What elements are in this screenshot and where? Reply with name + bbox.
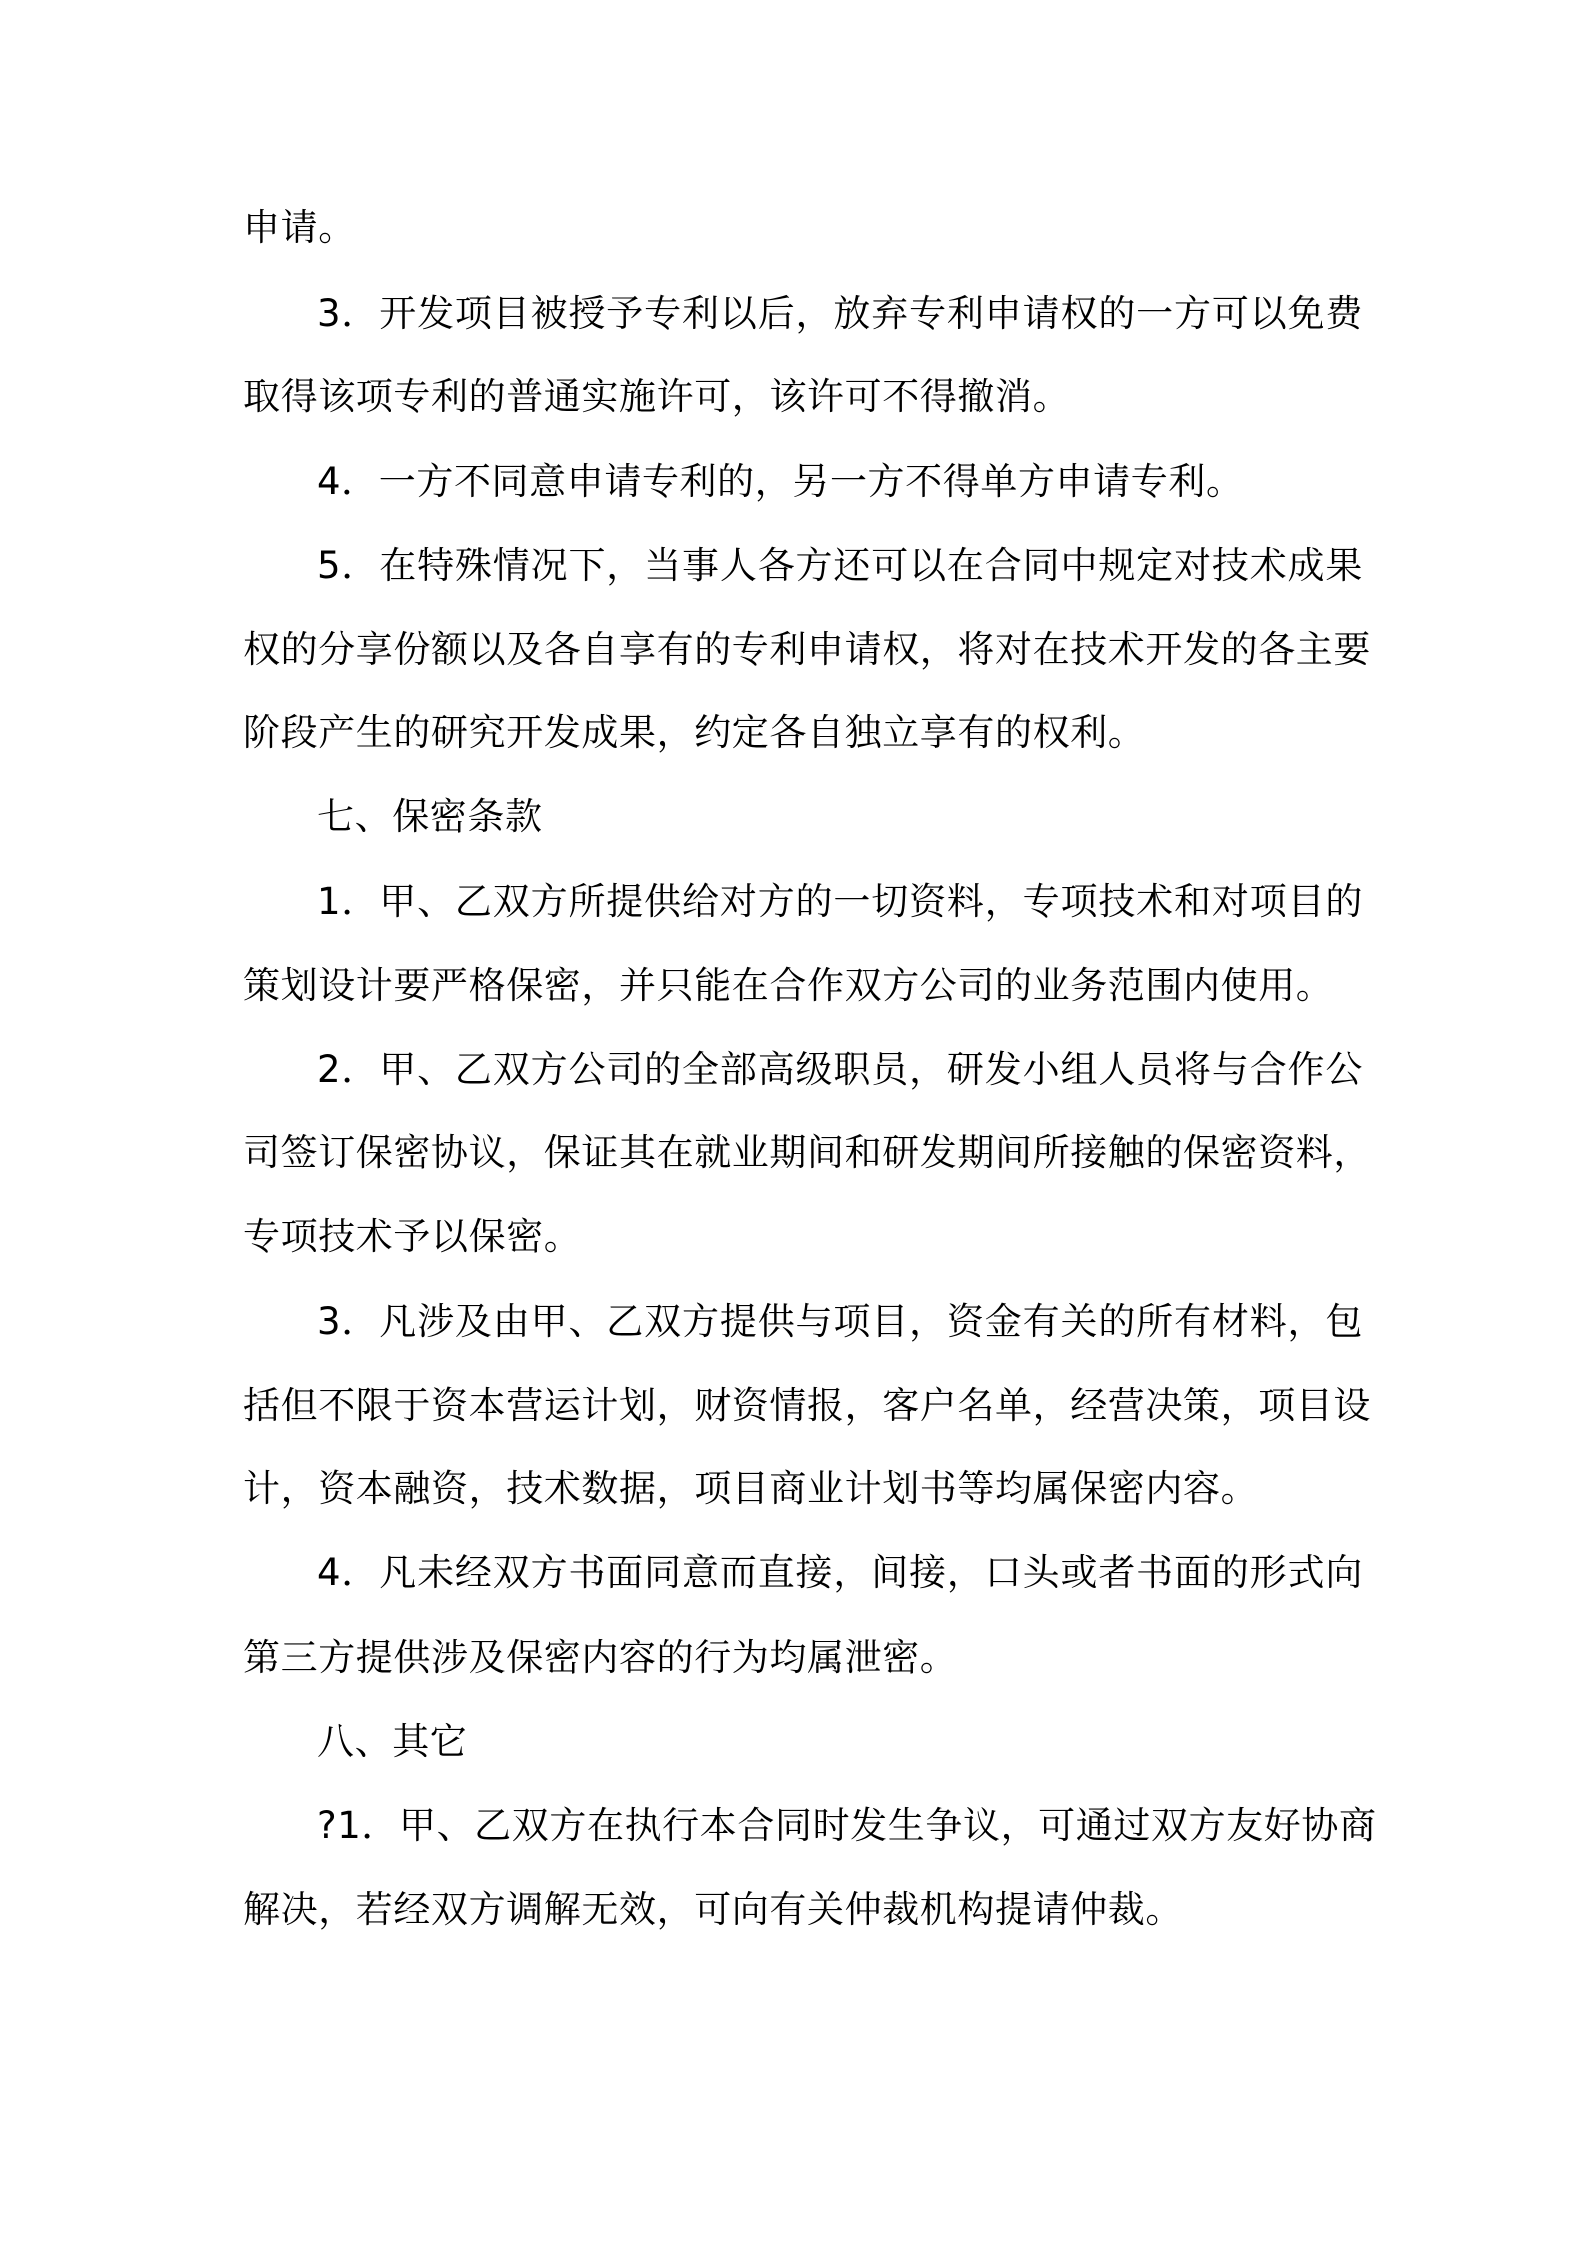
text-line: 权的分享份额以及各自享有的专利申请权，将对在技术开发的各主要 bbox=[243, 628, 1371, 671]
text-line: ?1．甲、乙双方在执行本合同时发生争议，可通过双方友好协商 bbox=[317, 1804, 1377, 1847]
text-line: 解决，若经双方调解无效，可向有关仲裁机构提请仲裁。 bbox=[243, 1888, 1183, 1931]
text-line: 司签订保密协议，保证其在就业期间和研发期间所接触的保密资料， bbox=[243, 1131, 1371, 1174]
text-line: 专项技术予以保密。 bbox=[243, 1215, 582, 1258]
text-line: 3．凡涉及由甲、乙双方提供与项目，资金有关的所有材料，包 bbox=[317, 1300, 1363, 1343]
text-line: 括但不限于资本营运计划，财资情报，客户名单，经营决策，项目设 bbox=[243, 1384, 1371, 1427]
section-heading: 七、保密条款 bbox=[317, 795, 543, 838]
text-line: 申请。 bbox=[243, 206, 356, 249]
text-line: 3．开发项目被授予专利以后，放弃专利申请权的一方可以免费 bbox=[317, 292, 1363, 335]
text-line: 2．甲、乙双方公司的全部高级职员，研发小组人员将与合作公 bbox=[317, 1048, 1363, 1091]
text-line: 5．在特殊情况下，当事人各方还可以在合同中规定对技术成果 bbox=[317, 544, 1363, 587]
text-line: 策划设计要严格保密，并只能在合作双方公司的业务范围内使用。 bbox=[243, 964, 1334, 1007]
text-line: 计，资本融资，技术数据，项目商业计划书等均属保密内容。 bbox=[243, 1467, 1259, 1510]
text-line: 取得该项专利的普通实施许可，该许可不得撤消。 bbox=[243, 375, 1071, 418]
text-line: 4．凡未经双方书面同意而直接，间接，口头或者书面的形式向 bbox=[317, 1551, 1363, 1594]
text-line: 1．甲、乙双方所提供给对方的一切资料，专项技术和对项目的 bbox=[317, 880, 1363, 923]
section-heading: 八、其它 bbox=[317, 1720, 468, 1763]
text-line: 第三方提供涉及保密内容的行为均属泄密。 bbox=[243, 1636, 958, 1679]
text-line: 阶段产生的研究开发成果，约定各自独立享有的权利。 bbox=[243, 711, 1146, 754]
text-line: 4．一方不同意申请专利的，另一方不得单方申请专利。 bbox=[317, 460, 1244, 503]
